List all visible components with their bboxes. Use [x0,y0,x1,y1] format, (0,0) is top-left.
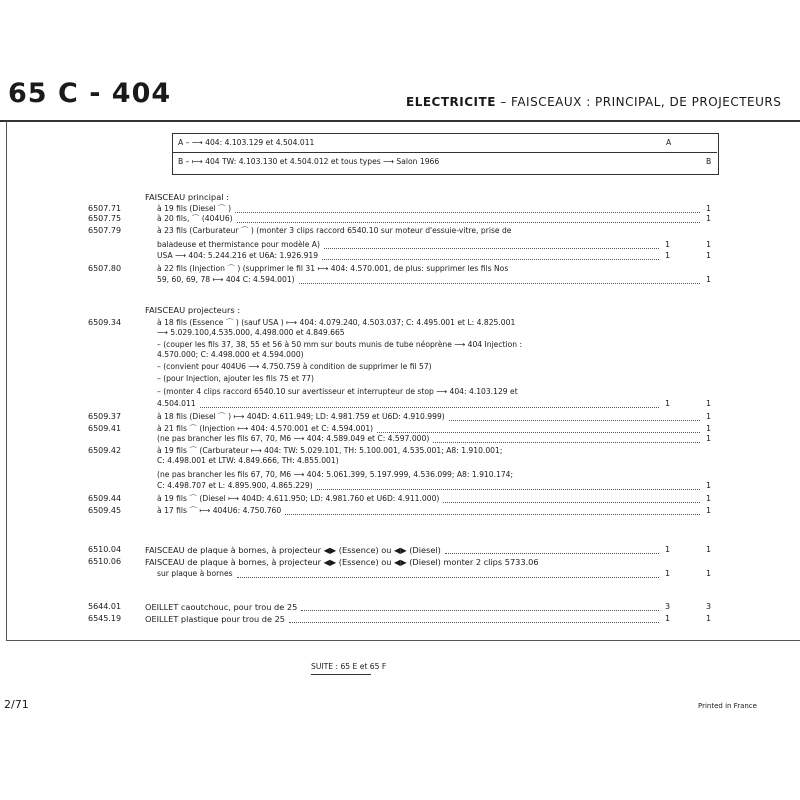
row-qty-b: 1 [706,506,712,515]
legend-b-letter: B [706,157,712,166]
row-description: (ne pas brancher les fils 67, 70, M6 ⟶ 404: 4.589.049 et C: 4.597.000) [157,434,430,443]
row-qty-b: 1 [706,569,712,578]
row-ref: 6509.42 [88,446,122,455]
row-ref: 6509.34 [88,318,122,327]
row-qty-a: 1 [665,240,671,249]
row-qty-a: 1 [665,569,671,578]
row-description: baladeuse et thermistance pour modèle A) [157,240,320,249]
row-description: à 18 fils (Diesel ⌒ ) ⟼ 404D: 4.611.949; LD: 4.981.759 et U6D: 4.910.999) [157,412,445,421]
section-projecteurs-heading: FAISCEAU projecteurs : [145,305,241,315]
legend-b-text: B – ⟼ 404 TW: 4.103.130 et 4.504.012 et tous types ⟶ Salon 1966 [178,157,440,166]
row-qty-a: 1 [665,545,671,554]
row-ref: 6509.37 [88,412,122,421]
row-ref: 6507.71 [88,204,122,213]
row-qty-a: 1 [665,399,671,408]
row-qty-b: 1 [706,399,712,408]
row-description: – (couper les fils 37, 38, 55 et 56 à 50 mm sur bouts munis de tube néoprène ⟶ 404 Injection : [157,340,523,349]
leader-dots [445,552,659,554]
leader-dots [324,247,659,249]
leader-dots [200,406,659,408]
row-description: – (monter 4 clips raccord 6540.10 sur avertisseur et interrupteur de stop ⟶ 404: 4.103.129 et [157,387,518,396]
row-qty-a: 1 [665,251,671,260]
row-qty-b: 1 [706,424,712,433]
row-qty-a: 1 [665,614,671,623]
row-qty-b: 1 [706,275,712,284]
leader-dots [237,576,659,578]
frame-bottom-rule [6,640,800,641]
row-description: à 21 fils ⌒ (Injection ⟼ 404: 4.570.001 et C: 4.594.001) [157,424,374,433]
leader-dots [299,282,700,284]
row-description: FAISCEAU de plaque à bornes, à projecteur ◀▶ (Essence) ou ◀▶ (Diesel) monter 2 clips 5733.06 [145,557,539,567]
leader-dots [237,221,700,223]
section-principal-heading: FAISCEAU principal : [145,192,230,202]
row-description: USA ⟶ 404: 5.244.216 et U6A: 1.926.919 [157,251,319,260]
row-ref: 6507.79 [88,226,122,235]
legend-a-text: A – ⟶ 404: 4.103.129 et 4.504.011 [178,138,315,147]
leader-dots [235,211,700,213]
row-qty-b: 1 [706,204,712,213]
row-qty-b: 1 [706,434,712,443]
row-ref: 6510.04 [88,545,122,554]
header-rule [0,120,800,122]
row-description: C: 4.498.001 et LTW: 4.849.666, TH: 4.855.001) [157,456,339,465]
row-description: à 22 fils (Injection ⌒ ) (supprimer le fil 31 ⟼ 404: 4.570.001, de plus: supprimer les fils Nos [157,264,509,273]
row-description: 4.570.000; C: 4.498.000 et 4.594.000) [157,350,304,359]
row-description: sur plaque à bornes [157,569,233,578]
row-ref: 6507.75 [88,214,122,223]
frame-left-rule [6,121,7,640]
footer-printed: Printed in France [698,702,757,710]
row-description: à 19 fils ⌒ (Carburateur ⟼ 404: TW: 5.029.101, TH: 5.100.001, 4.535.001; A8: 1.910.001; [157,446,503,455]
row-description: à 20 fils, ⌒ (404U6) [157,214,233,223]
row-description: C: 4.498.707 et L: 4.895.900, 4.865.229) [157,481,313,490]
row-qty-b: 1 [706,614,712,623]
row-description: à 19 fils ⌒ (Diesel ⟼ 404D: 4.611.950; LD: 4.981.760 et U6D: 4.911.000) [157,494,440,503]
row-ref: 6545.19 [88,614,122,623]
row-qty-b: 1 [706,240,712,249]
row-description: (ne pas brancher les fils 67, 70, M6 ⟶ 404: 5.061.399, 5.197.999, 4.536.099; A8: 1.910.174; [157,470,514,479]
row-ref: 6509.41 [88,424,122,433]
legend-divider [172,152,717,153]
row-description: 4.504.011 [157,399,196,408]
suite-underline [311,674,371,675]
row-description: FAISCEAU de plaque à bornes, à projecteur ◀▶ (Essence) ou ◀▶ (Diesel) [145,545,441,555]
row-description: 59, 60, 69, 78 ⟼ 404 C: 4.594.001) [157,275,295,284]
row-qty-b: 1 [706,214,712,223]
row-description: à 19 fils (Diesel ⌒ ) [157,204,232,213]
row-description: OEILLET caoutchouc, pour trou de 25 [145,602,298,612]
row-qty-b: 1 [706,545,712,554]
row-qty-b: 3 [706,602,712,611]
leader-dots [301,609,659,611]
row-ref: 5644.01 [88,602,122,611]
row-description: – (pour Injection, ajouter les fils 75 et 77) [157,374,314,383]
footer-date: 2/71 [4,698,29,711]
row-description: à 18 fils (Essence ⌒ ) (sauf USA ) ⟼ 404: 4.079.240, 4.503.037; C: 4.495.001 et L: 4.825.001 [157,318,516,327]
leader-dots [377,431,700,433]
leader-dots [433,441,700,443]
row-description: à 17 fils ⌒ ⟼ 404U6: 4.750.760 [157,506,282,515]
page-title [406,95,781,109]
row-qty-b: 1 [706,251,712,260]
leader-dots [449,419,700,421]
title-rest: – FAISCEAUX : PRINCIPAL, DE PROJECTEURS [495,95,782,109]
title-bold: ELECTRICITE [406,95,496,109]
leader-dots [317,488,700,490]
row-ref: 6509.45 [88,506,122,515]
row-ref: 6507.80 [88,264,122,273]
leader-dots [289,621,659,623]
row-qty-b: 1 [706,494,712,503]
suite-note: SUITE : 65 E et 65 F [311,662,387,671]
leader-dots [285,513,700,515]
row-description: à 23 fils (Carburateur ⌒ ) (monter 3 clips raccord 6540.10 sur moteur d'essuie-vitre, prise de [157,226,512,235]
row-qty-a: 3 [665,602,671,611]
row-description: OEILLET plastique pour trou de 25 [145,614,286,624]
row-description: – (convient pour 404U6 ⟶ 4.750.759 à condition de supprimer le fil 57) [157,362,432,371]
leader-dots [322,258,659,260]
row-qty-b: 1 [706,412,712,421]
row-description: ⟶ 5.029.100,4.535.000, 4.498.000 et 4.849.665 [157,328,345,337]
legend-a-letter: A [666,138,672,147]
row-ref: 6509.44 [88,494,122,503]
row-ref: 6510.06 [88,557,122,566]
page-code: 65 C - 404 [8,78,172,109]
row-qty-b: 1 [706,481,712,490]
leader-dots [443,501,700,503]
